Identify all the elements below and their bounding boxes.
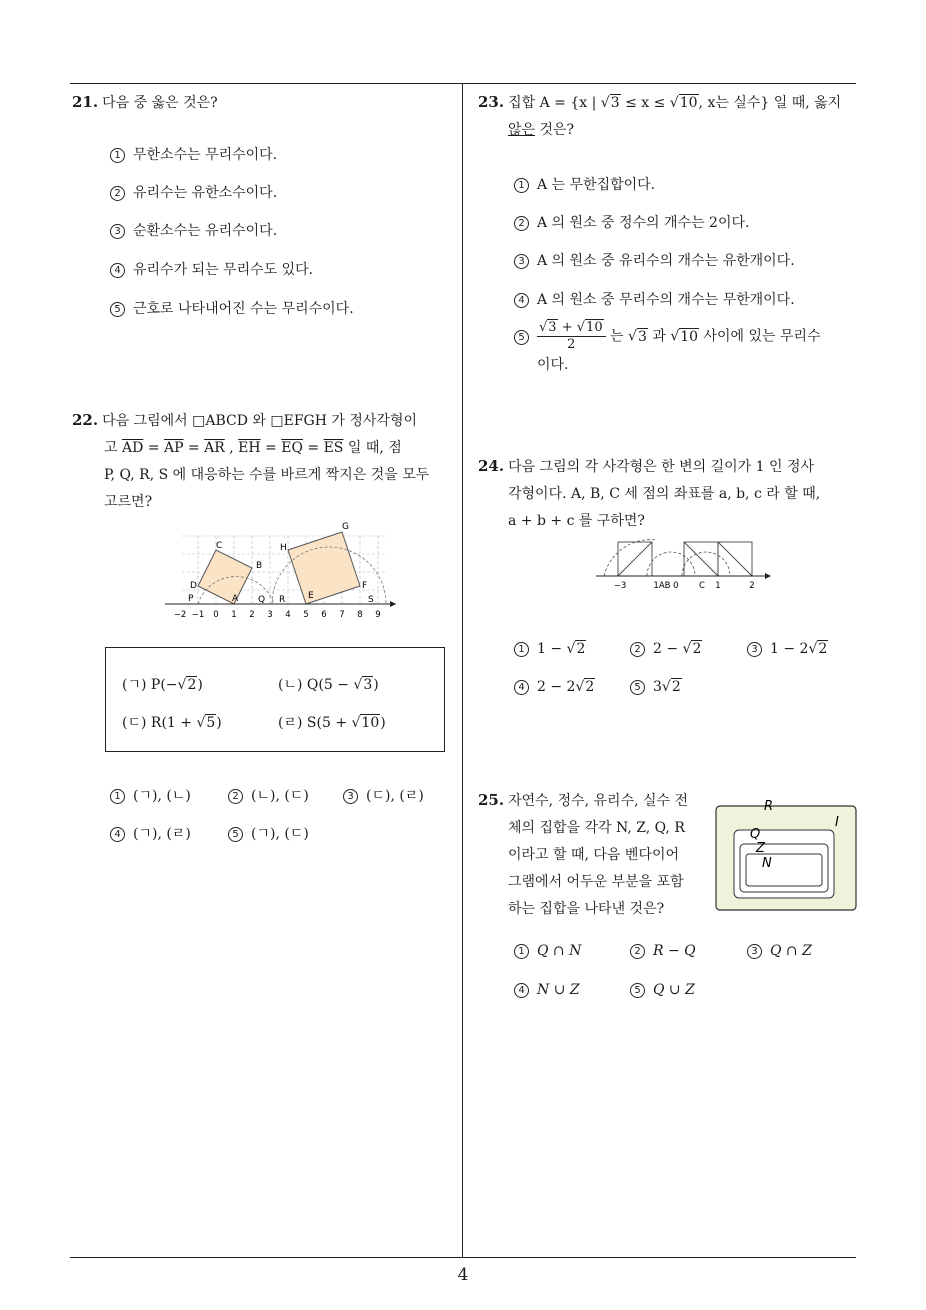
- svg-text:−3: −3: [613, 581, 627, 591]
- q24-option-2[interactable]: 2 2 − √2: [630, 641, 702, 657]
- option-text: (ㄴ), (ㄷ): [251, 788, 309, 804]
- q22-option-4[interactable]: [110, 823, 191, 843]
- tick-labels: [174, 610, 381, 620]
- q23-option-1[interactable]: [514, 174, 655, 194]
- question-number: 24.: [478, 457, 505, 475]
- q22-number-line-figure: [160, 518, 400, 622]
- option-text: 유리수가 되는 무리수도 있다.: [133, 262, 314, 278]
- q24-option-5[interactable]: 5 3√2: [630, 679, 682, 695]
- question-24: 24. 다음 그림의 각 사각형은 한 변의 길이가 1 인 정사 각형이다. A, B, C 세 점의 좌표를 a, b, c 라 할 때, a + b + c 를 구하면?: [478, 457, 821, 529]
- question-number: 23.: [478, 93, 505, 111]
- option-mark: 5: [110, 302, 125, 317]
- question-number: 21.: [72, 93, 99, 111]
- option-mark: 4: [514, 293, 529, 308]
- label-Z: Z: [756, 841, 765, 856]
- q21-option-4[interactable]: [110, 259, 313, 279]
- option-mark: 3: [747, 642, 762, 657]
- option-text: (ㄱ), (ㄹ): [133, 826, 191, 842]
- label-A: A: [232, 594, 239, 604]
- q25-venn-diagram: [714, 796, 860, 914]
- option-text: (ㄱ), (ㄷ): [251, 826, 309, 842]
- option-mark: 2: [630, 944, 645, 959]
- tick-label: 0: [213, 610, 219, 620]
- q24-number-line-figure: [594, 538, 774, 594]
- label-R: R: [279, 595, 286, 605]
- emphasis-not: 않은: [508, 122, 536, 138]
- box-item-d: (ㄹ) S(5 + √10): [278, 715, 386, 731]
- tick-label: 1: [231, 610, 237, 620]
- option-mark: 1: [514, 642, 529, 657]
- question-22: [72, 407, 457, 516]
- tick-label: 3: [267, 610, 273, 620]
- option-text: A 는 무한집합이다.: [537, 177, 656, 193]
- q21-option-3[interactable]: [110, 220, 277, 240]
- option-mark: 4: [110, 827, 125, 842]
- option-mark: 2: [110, 186, 125, 201]
- bottom-rule: [70, 1257, 856, 1258]
- option-mark: 1: [110, 789, 125, 804]
- stem-line-1: 다음 그림에서 □ABCD 와 □EFGH 가 정사각형이: [102, 413, 417, 429]
- tick-label: 7: [339, 610, 345, 620]
- option-mark: 5: [514, 330, 529, 345]
- option-mark: 4: [514, 983, 529, 998]
- top-rule: [70, 83, 856, 84]
- q23-option-3[interactable]: [514, 250, 795, 270]
- q25-option-4[interactable]: 4 N ∪ Z: [514, 982, 580, 998]
- label-G: G: [342, 522, 349, 532]
- q22-choice-box: [105, 647, 445, 752]
- option-text: 순환소수는 유리수이다.: [133, 223, 278, 239]
- option-mark: 4: [514, 680, 529, 695]
- q22-option-2[interactable]: [228, 785, 309, 805]
- option-mark: 2: [514, 216, 529, 231]
- option-text: A 의 원소 중 무리수의 개수는 무한개이다.: [537, 292, 795, 308]
- option-text: (ㄱ), (ㄴ): [133, 788, 191, 804]
- tick-label: 5: [303, 610, 309, 620]
- q23-option-5[interactable]: 5 $\frac{√3 + √10}{2}$ 는 √3 과 √10 사이에 있는 무리수: [514, 320, 821, 353]
- option-mark: 5: [630, 983, 645, 998]
- box-item-a: (ㄱ) P(−√2): [122, 677, 203, 693]
- option-mark: 1: [110, 148, 125, 163]
- label-C: C: [216, 541, 223, 551]
- q24-option-3[interactable]: 3 1 − 2√2: [747, 641, 828, 657]
- q21-option-2[interactable]: [110, 182, 277, 202]
- column-divider: [462, 83, 463, 1257]
- option-text: 유리수는 유한소수이다.: [133, 185, 278, 201]
- option-text: A 의 원소 중 정수의 개수는 2이다.: [537, 215, 750, 231]
- svg-text:1: 1: [715, 581, 721, 591]
- set-Q: [734, 830, 834, 898]
- tick-label: −1: [191, 610, 205, 620]
- label-E: E: [308, 591, 314, 601]
- stem-line-2: 고 $\overline{AD} = \overline{AP} = \overline{AR}$ , $\overline{EH} = \overline{EQ} = \overline{ES}$ 일 때, 점: [104, 440, 402, 456]
- label-Q: Q: [750, 827, 761, 842]
- question-number: 25.: [478, 791, 505, 809]
- label-R: R: [764, 799, 774, 814]
- svg-text:2: 2: [749, 581, 755, 591]
- option-text: A 의 원소 중 유리수의 개수는 유한개이다.: [537, 253, 795, 269]
- q22-option-5[interactable]: [228, 823, 309, 843]
- option-mark: 2: [630, 642, 645, 657]
- q25-option-3[interactable]: 3 Q ∩ Z: [747, 943, 812, 959]
- option-mark: 3: [514, 254, 529, 269]
- svg-text:C: C: [699, 581, 705, 591]
- option-mark: 1: [514, 178, 529, 193]
- question-21: [72, 89, 218, 117]
- question-stem: 다음 중 옳은 것은?: [102, 95, 218, 111]
- tick-label: −2: [173, 610, 187, 620]
- option-mark: 3: [110, 224, 125, 239]
- label-Q: Q: [258, 595, 266, 605]
- label-H: H: [280, 543, 287, 553]
- label-F: F: [362, 581, 368, 591]
- svg-text:1AB 0: 1AB 0: [653, 581, 679, 591]
- q25-option-5[interactable]: 5 Q ∪ Z: [630, 982, 695, 998]
- box-item-c: (ㄷ) R(1 + √5): [122, 715, 222, 731]
- tick-label: 4: [285, 610, 291, 620]
- question-23: 23. 집합 A = {x | √3 ≤ x ≤ √10, x는 실수} 일 때, 옳지 않은 것은?: [478, 93, 842, 138]
- label-P: P: [188, 594, 194, 604]
- option-mark: 2: [228, 789, 243, 804]
- q21-option-5[interactable]: [110, 298, 354, 318]
- label-D: D: [190, 581, 197, 591]
- option-text: 근호로 나타내어진 수는 무리수이다.: [133, 301, 354, 317]
- q21-option-1[interactable]: [110, 144, 277, 164]
- tick-labels: [614, 581, 755, 591]
- question-25: 25. 자연수, 정수, 유리수, 실수 전 체의 집합을 각각 N, Z, Q, R 이라고 할 때, 다음 벤다이어 그램에서 어두운 부분을 포함 하는 집합을 나타낸 것은?: [478, 791, 689, 917]
- option-text: 무한소수는 무리수이다.: [133, 147, 278, 163]
- q23-option-5-cont: 이다.: [537, 357, 569, 373]
- tick-label: 6: [321, 610, 327, 620]
- q25-option-2[interactable]: 2 R − Q: [630, 943, 696, 959]
- square-efgh: [288, 532, 360, 604]
- stem-line-3: P, Q, R, S 에 대응하는 수를 바르게 짝지은 것을 모두: [104, 467, 430, 483]
- option-mark: 3: [747, 944, 762, 959]
- axis-arrow: [765, 573, 771, 579]
- tick-label: 9: [375, 610, 381, 620]
- label-I: I: [835, 815, 839, 830]
- option-mark: 3: [343, 789, 358, 804]
- fraction: $\frac{√3 + √10}{2}$: [537, 320, 606, 353]
- option-mark: 4: [110, 263, 125, 278]
- axis-arrow: [390, 601, 396, 607]
- q22-option-1[interactable]: [110, 785, 191, 805]
- option-mark: 5: [630, 680, 645, 695]
- label-N: N: [762, 856, 772, 871]
- q23-option-4[interactable]: [514, 289, 795, 309]
- option-text: (ㄷ), (ㄹ): [366, 788, 424, 804]
- box-item-b: (ㄴ) Q(5 − √3): [278, 677, 379, 693]
- stem-line-4: 고르면?: [104, 494, 153, 510]
- label-B: B: [256, 561, 263, 571]
- tick-label: 8: [357, 610, 363, 620]
- page-number: 4: [457, 1265, 469, 1285]
- q22-option-3[interactable]: [343, 785, 424, 805]
- option-mark: 1: [514, 944, 529, 959]
- question-number: 22.: [72, 411, 99, 429]
- q23-option-2[interactable]: [514, 212, 749, 232]
- q24-option-4[interactable]: 4 2 − 2√2: [514, 679, 595, 695]
- q24-option-1[interactable]: 1 1 − √2: [514, 641, 586, 657]
- squares: [618, 542, 752, 576]
- option-mark: 5: [228, 827, 243, 842]
- q25-option-1[interactable]: 1 Q ∩ N: [514, 943, 581, 959]
- tick-label: 2: [249, 610, 255, 620]
- label-S: S: [368, 595, 374, 605]
